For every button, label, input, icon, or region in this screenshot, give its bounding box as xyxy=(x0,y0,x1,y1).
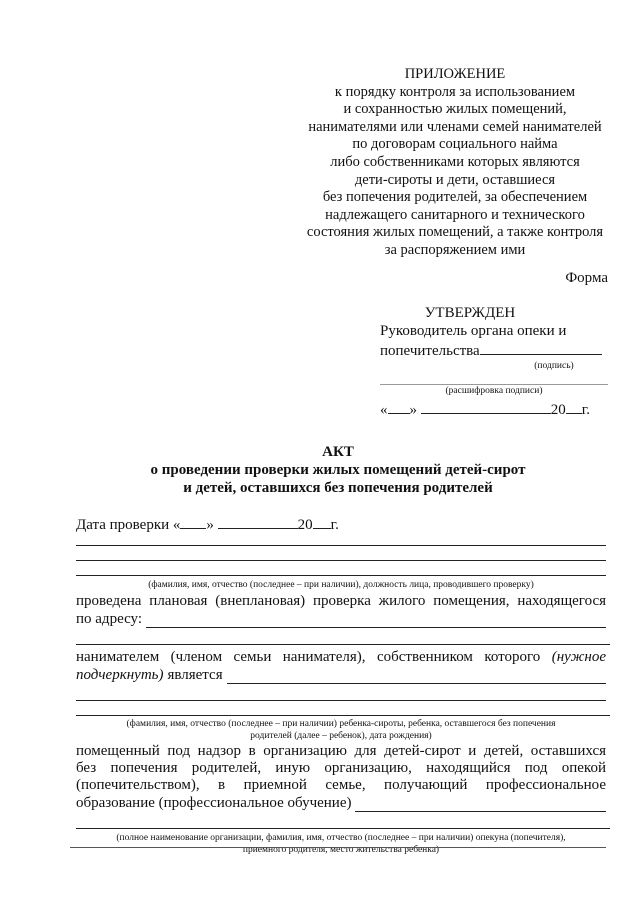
para1-line1: проведена плановая (внеплановая) проверка жилого помещения, находящегося xyxy=(76,593,606,609)
address-field-2[interactable] xyxy=(76,628,610,645)
signature-field[interactable] xyxy=(480,340,602,355)
appendix-line: без попечения родителей, за обеспечением xyxy=(322,189,588,206)
para3-line2: без попечения родителей, иную организацию, находящийся под опекой xyxy=(76,760,606,776)
check-year-field[interactable] xyxy=(313,514,331,529)
para3-line3: (попечительством), в приемной семье, получающий профессиональное xyxy=(76,777,606,793)
signature-caption: (подпись) xyxy=(534,361,574,371)
check-day-field[interactable] xyxy=(180,514,206,529)
act-title: АКТ xyxy=(322,444,354,460)
appendix-line: к порядку контроля за использованием xyxy=(334,83,576,100)
org-caption-1: (полное наименование организации, фамилия, имя, отчество (последнее – при наличии) опекуна (попечителя), xyxy=(116,833,566,843)
child-caption-2: родителей (далее – ребенок), дата рождения) xyxy=(250,731,432,741)
act-subtitle-1: о проведении проверки жилых помещений детей-сирот xyxy=(150,462,526,478)
act-subtitle-2: и детей, оставшихся без попечения родителей xyxy=(183,480,493,496)
owner-row: подчеркнуть) является xyxy=(76,666,606,684)
child-caption-1: (фамилия, имя, отчество (последнее – при наличии) ребенка-сироты, ребенка, оставшегося без попечения xyxy=(126,719,556,729)
inspector-field-2[interactable] xyxy=(76,546,606,561)
inspector-field-1[interactable] xyxy=(76,534,606,546)
appendix-line: состояния жилых помещений, а также контроля xyxy=(306,224,604,241)
decode-field[interactable] xyxy=(380,372,608,385)
organization-row: образование (профессиональное обучение) xyxy=(76,794,606,812)
approval-title: УТВЕРЖДЕН xyxy=(424,305,516,321)
para2-line1: нанимателем (членом семьи нанимателя), собственником которого (нужное xyxy=(76,649,606,665)
appendix-line: за распоряжением ими xyxy=(384,241,526,258)
check-month-field[interactable] xyxy=(218,514,298,529)
approval-month-field[interactable] xyxy=(421,399,469,414)
appendix-line: надлежащего санитарного и технического xyxy=(325,206,585,223)
approval-month-field-extra[interactable] xyxy=(469,399,551,414)
form-label: Форма xyxy=(565,270,608,286)
appendix-line: нанимателями или членами семей нанимателей xyxy=(308,118,602,135)
appendix-line: дети-сироты и дети, оставшиеся xyxy=(354,171,556,188)
approval-day-field[interactable] xyxy=(388,399,410,414)
inspector-caption: (фамилия, имя, отчество (последнее – при наличии), должность лица, проводившего проверку) xyxy=(148,580,534,590)
address-field[interactable] xyxy=(146,613,606,628)
act-body xyxy=(76,514,606,856)
approval-year-field[interactable] xyxy=(566,399,582,414)
organization-field-2[interactable] xyxy=(76,812,610,829)
approval-line-2-text: попечительства xyxy=(380,343,480,359)
address-row: по адресу: xyxy=(76,610,606,628)
org-caption-2: приемного родителя, место жительства ребенка) xyxy=(242,845,440,855)
owner-field-2[interactable] xyxy=(76,684,606,701)
appendix-header xyxy=(285,66,625,260)
appendix-line: и сохранностью жилых помещений, xyxy=(343,101,567,118)
approval-block xyxy=(380,304,608,419)
page-bottom-rule xyxy=(70,847,606,848)
approval-line-1: Руководитель органа опеки и xyxy=(380,323,567,339)
appendix-line: по договорам социального найма xyxy=(352,136,558,153)
approval-date: « » 20 г. xyxy=(380,399,608,419)
owner-field-3[interactable] xyxy=(76,701,610,716)
owner-field[interactable] xyxy=(227,669,606,684)
check-date-line: Дата проверки « » 20 г. xyxy=(76,514,606,534)
organization-field[interactable] xyxy=(355,797,606,812)
approval-line-2 xyxy=(380,340,608,360)
para3-line1: помещенный под надзор в организацию для детей-сирот и детей, оставшихся xyxy=(76,743,606,759)
act-title-block xyxy=(70,443,606,497)
appendix-title: ПРИЛОЖЕНИЕ xyxy=(404,66,506,82)
decode-caption: (расшифровка подписи) xyxy=(445,386,543,396)
inspector-field-3[interactable] xyxy=(76,561,606,576)
appendix-line: либо собственниками которых являются xyxy=(330,153,580,170)
